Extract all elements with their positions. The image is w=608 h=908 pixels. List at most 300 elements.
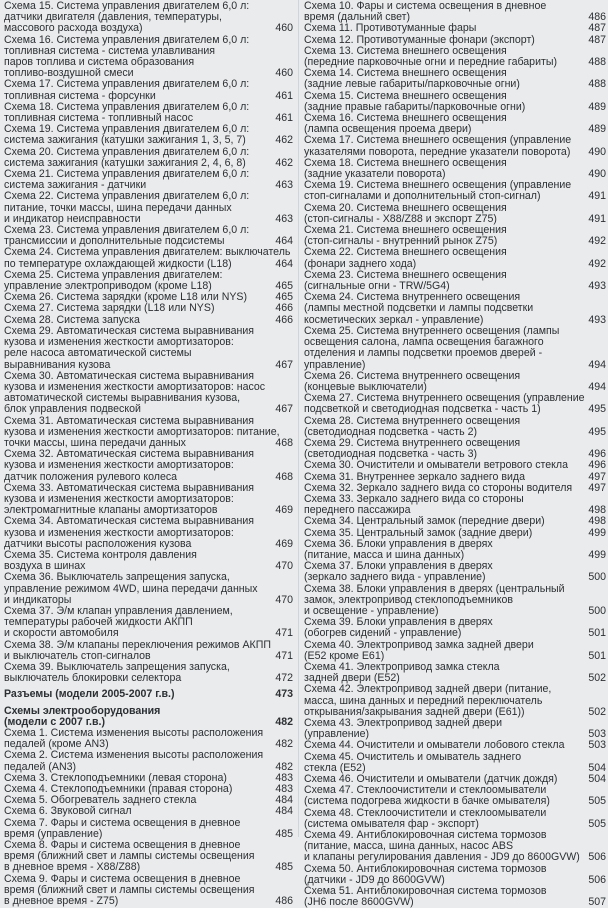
page-number: 471: [275, 649, 293, 662]
entry-text-line: кузова и изменения жесткости амортизаторов:: [4, 337, 234, 349]
entry-text-line: Схема 24. Система внутреннего освещения: [304, 292, 521, 304]
contents-entry: [4, 225, 293, 247]
entry-text-line: Схема 23. Система внешнего освещения: [304, 269, 507, 281]
contents-entry: [304, 494, 606, 516]
page-number: 497: [588, 481, 606, 494]
entry-text-line: датчики двигателя (давления, температуры,: [4, 12, 222, 24]
entry-text-line: Схема 37. Э/м клапан управления давлением,: [4, 605, 233, 617]
entry-text-line: (датчики - JD9 до 8600GVW): [304, 874, 445, 886]
page-number: 495: [588, 403, 606, 416]
page-number: 461: [275, 112, 293, 125]
page-number: 473: [275, 688, 293, 701]
entry-text-line: Схема 8. Фары и система освещения в дневное: [4, 840, 241, 852]
entry-text-line: время (дальний свет): [304, 12, 411, 24]
entry-text-line: Схема 19. Система управления двигателем 6,0 л:: [4, 124, 250, 136]
entry-text-line: топливо-воздушной смеси: [4, 68, 134, 80]
page-number: 507: [588, 896, 606, 908]
entry-text-line: Схема 33. Зеркало заднего вида со стороны: [304, 493, 524, 505]
entry-text-line: педалей (кроме AN3): [4, 739, 109, 751]
page-number: 490: [588, 168, 606, 181]
contents-entry: [304, 23, 606, 34]
page-number: 488: [588, 56, 606, 69]
contents-entry: [304, 135, 606, 157]
contents-entry: [4, 750, 293, 772]
page-number: 483: [275, 783, 293, 796]
page-number: 472: [275, 672, 293, 685]
page-number: 470: [275, 560, 293, 573]
entry-text-line: Схема 14. Система внешнего освещения: [304, 68, 507, 80]
entry-text-line: (лампа освещения проема двери): [304, 124, 472, 136]
entry-text-line: Схема 25. Система управления двигателем:: [4, 269, 223, 281]
page-number: 492: [588, 235, 606, 248]
entry-text-line: Схема 40. Электропривод замка задней двери: [304, 639, 534, 651]
entry-text-line: и выключатель стоп-сигналов: [4, 650, 151, 662]
contents-entry: [304, 203, 606, 225]
page-number: 506: [588, 873, 606, 886]
entry-text-line: управление): [304, 359, 366, 371]
entry-text-line: и индикатор неисправности: [4, 213, 141, 225]
entry-text-line: Схема 42. Электропривод задней двери (питание,: [304, 684, 552, 696]
entry-text-line: Схема 21. Система внешнего освещения: [304, 225, 507, 237]
contents-entry: [4, 773, 293, 784]
entry-text-line: Схема 12. Противотуманные фонари (экспорт): [304, 34, 535, 46]
entry-text-line: (фонари заднего хода): [304, 258, 417, 270]
entry-text-line: Схема 45. Очиститель и омыватель заднего: [304, 751, 522, 763]
entry-text-line: Схема 19. Система внешнего освещения (управление: [304, 180, 572, 192]
entry-text-line: кузова и изменения жесткости амортизаторов:: [4, 460, 234, 472]
entry-text-line: Схема 5. Обогреватель заднего стекла: [4, 795, 197, 807]
entry-text-line: (JH6 после 8600GVW): [304, 897, 414, 908]
entry-text-line: питание, точки массы, шина передачи данных: [4, 202, 232, 214]
entry-text-line: время (ближний свет и лампы системы освещения: [4, 851, 255, 863]
entry-text-line: (сигнальные огни - TRW/5G4): [304, 281, 450, 293]
entry-text-line: Схема 23. Система управления двигателем 6,0 л:: [4, 225, 250, 237]
page-number: 483: [275, 771, 293, 784]
entry-text-line: реле насоса автоматической системы: [4, 348, 192, 360]
entry-text-line: Схема 31. Внутреннее зеркало заднего вида: [304, 471, 525, 483]
entry-text-line: (задние левые габариты/парковочные огни): [304, 79, 520, 91]
entry-text-line: (обогрев сидений - управление): [304, 628, 462, 640]
page-number: 485: [275, 861, 293, 874]
section-heading: [4, 706, 293, 728]
page-number: 467: [275, 358, 293, 371]
page-number: 498: [588, 515, 606, 528]
page-number: 462: [275, 156, 293, 169]
entry-text-line: освещения салона, лампа освещения багажного: [304, 337, 544, 349]
entry-text-line: Схема 28. Система внутреннего освещения: [304, 415, 521, 427]
contents-entry: [304, 371, 606, 393]
contents-entry: [304, 68, 606, 90]
entry-text-line: Схема 28. Система запуска: [4, 314, 140, 326]
entry-text-line: Схема 17. Система управления двигателем 6,0 л:: [4, 79, 250, 91]
entry-text-line: Схема 49. Антиблокировочная система тормозов: [304, 830, 547, 842]
page-number: 487: [588, 33, 606, 46]
entry-text-line: блок управления подвеской: [4, 404, 141, 416]
page-number: 482: [275, 760, 293, 773]
entry-text-line: (передние парковочные огни и передние габариты): [304, 57, 557, 69]
contents-entry: [4, 292, 293, 303]
contents-entry: [304, 640, 606, 662]
page-number: 465: [275, 280, 293, 293]
section-heading: [4, 689, 293, 700]
contents-entry: [4, 35, 293, 80]
page-number: 465: [275, 291, 293, 304]
entry-text-line: (питание, масса и шина данных): [304, 549, 465, 561]
entry-text-line: система зажигания (катушки зажигания 1, 3, 5, 7): [4, 135, 246, 147]
entry-text-line: Схема 9. Фары и система освещения в дневное: [4, 873, 241, 885]
entry-text-line: замок, электропривод стеклоподъемников: [304, 594, 513, 606]
entry-text-line: Схема 34. Центральный замок (передние двери): [304, 516, 545, 528]
entry-text-line: Схема 30. Автоматическая система выравнивания: [4, 370, 255, 382]
contents-entry: [304, 247, 606, 269]
entry-text-line: кузова и изменения жесткости амортизаторов: насос: [4, 381, 266, 393]
entry-text-line: по температуре охлаждающей жидкости (L18): [4, 258, 232, 270]
page-number: 502: [588, 672, 606, 685]
entry-text-line: (система омывателя фар - экспорт): [304, 818, 479, 830]
page-number: 486: [588, 11, 606, 24]
contents-entry: [4, 1, 293, 35]
entry-text-line: кузова и изменения жесткости амортизаторов:: [4, 493, 234, 505]
page-number: 502: [588, 705, 606, 718]
entry-text-line: Схема 50. Антиблокировочная система тормозов: [304, 863, 547, 875]
contents-column-right: [304, 1, 606, 908]
entry-text-line: открывания/закрывания задней двери (E61)): [304, 706, 525, 718]
page-number: 503: [588, 728, 606, 741]
entry-text-line: Схема 47. Стеклоочистители и стеклоомыватели: [304, 785, 547, 797]
entry-text-line: отделения и лампы подсветки проемов дверей -: [304, 348, 543, 360]
entry-text-line: Схема 44. Очистители и омыватели лобового стекла: [304, 740, 565, 752]
entry-text-line: (E52 кроме E61): [304, 650, 385, 662]
contents-entry: [304, 483, 606, 494]
page-number: 497: [588, 470, 606, 483]
contents-entry: [304, 617, 606, 639]
page-number: 482: [275, 715, 293, 728]
entry-text-line: время (управление): [4, 828, 103, 840]
contents-entry: [4, 449, 293, 483]
entry-text-line: массового расхода воздуха): [4, 23, 143, 35]
page-number: 468: [275, 436, 293, 449]
entry-text-line: выключатель блокировки селектора: [4, 673, 182, 685]
entry-text-line: и скорости автомобиля: [4, 628, 119, 640]
entry-text-line: указателями поворота, передние указатели поворота): [304, 146, 571, 158]
contents-entry: [304, 752, 606, 774]
contents-entry: [304, 438, 606, 460]
entry-text-line: задней двери (E52): [304, 673, 400, 685]
page-number: 490: [588, 145, 606, 158]
entry-text-line: Схема 46. Очистители и омыватели (датчик дождя): [304, 774, 558, 786]
contents-entry: [4, 483, 293, 517]
contents-column-left: [4, 1, 293, 908]
contents-entry: [304, 292, 606, 326]
entry-text-line: Схема 22. Система внешнего освещения: [304, 247, 507, 259]
contents-entry: [304, 740, 606, 751]
page-number: 501: [588, 649, 606, 662]
contents-entry: [304, 225, 606, 247]
page-number: 500: [588, 604, 606, 617]
page-number: 492: [588, 257, 606, 270]
page-number: 491: [588, 190, 606, 203]
entry-text-line: Схема 41. Электропривод замка стекла: [304, 661, 500, 673]
entry-text-line: Схема 34. Автоматическая система выравнивания: [4, 516, 255, 528]
page-number: 485: [275, 827, 293, 840]
entry-text-line: Схема 20. Система управления двигателем 6,0 л:: [4, 146, 250, 158]
contents-entry: [4, 806, 293, 817]
page-number: 496: [588, 448, 606, 461]
entry-text-line: (лампы местной подсветки и лампы подсветки: [304, 303, 534, 315]
contents-entry: [304, 528, 606, 539]
contents-entry: [304, 830, 606, 864]
contents-entry: [4, 315, 293, 326]
entry-text-line: Схема 22. Система управления двигателем 6,0 л:: [4, 191, 250, 203]
entry-text-line: (задние указатели поворота): [304, 169, 446, 181]
page-number: 505: [588, 817, 606, 830]
entry-text-line: и индикаторы: [4, 594, 72, 606]
entry-text-line: управление электроприводом (кроме L18): [4, 281, 212, 293]
contents-entry: [4, 79, 293, 101]
entry-text-line: педалей (AN3): [4, 761, 77, 773]
page-number: 466: [275, 302, 293, 315]
contents-entry: [304, 460, 606, 471]
entry-text-line: стекла (E52): [304, 762, 366, 774]
entry-text-line: Схема 39. Выключатель запрещения запуска,: [4, 661, 230, 673]
page-number: 464: [275, 257, 293, 270]
entry-text-line: Схема 27. Система внутреннего освещения (управление: [304, 393, 585, 405]
entry-text-line: кузова и изменения жесткости амортизаторов:: [4, 527, 234, 539]
entry-text-line: Схема 36. Блоки управления в дверях: [304, 538, 493, 550]
contents-entry: [4, 795, 293, 806]
contents-entry: [4, 606, 293, 640]
page-number: 464: [275, 235, 293, 248]
entry-text-line: трансмиссии и дополнительные подсистемы: [4, 236, 225, 248]
page-number: 493: [588, 313, 606, 326]
contents-entry: [4, 550, 293, 572]
contents-entry: [4, 640, 293, 662]
page-number: 461: [275, 89, 293, 102]
entry-text-line: подсветкой и светодиодная подсветка - часть 1): [304, 404, 541, 416]
contents-entry: [304, 662, 606, 684]
entry-text-line: Схема 29. Автоматическая система выравнивания: [4, 325, 255, 337]
contents-entry: [304, 270, 606, 292]
entry-text-line: Схема 48. Стеклоочистители и стеклоомыватели: [304, 807, 547, 819]
entry-text-line: (светодиодная подсветка - часть 2): [304, 426, 478, 438]
contents-entry: [304, 416, 606, 438]
contents-entry: [304, 539, 606, 561]
entry-text-line: Схема 15. Система внешнего освещения: [304, 90, 507, 102]
entry-text-line: в дневное время - Z75): [4, 896, 119, 908]
contents-entry: [304, 46, 606, 68]
entry-text-line: паров топлива и система образования: [4, 57, 195, 69]
contents-entry: [304, 158, 606, 180]
entry-text-line: топливная система - топливный насос: [4, 113, 193, 125]
contents-entry: [4, 416, 293, 450]
page-number: 498: [588, 504, 606, 517]
entry-text-line: Схема 25. Система внутреннего освещения (лампы: [304, 325, 560, 337]
entry-text-line: Схема 32. Зеркало заднего вида со стороны водителя: [304, 482, 573, 494]
page-number: 469: [275, 504, 293, 517]
entry-text-line: Разъемы (модели 2005-2007 г.в.): [4, 689, 175, 701]
page-number: 493: [588, 280, 606, 293]
page-number: 487: [588, 22, 606, 35]
entry-text-line: электромагнитные клапаны амортизаторов: [4, 505, 218, 517]
entry-text-line: Схема 2. Система изменения высоты расположения: [4, 750, 264, 762]
contents-entry: [304, 808, 606, 830]
entry-text-line: время (ближний свет и лампы системы освещения: [4, 884, 255, 896]
page-number: 496: [588, 459, 606, 472]
contents-entry: [4, 662, 293, 684]
entry-text-line: стоп-сигналами и дополнительный стоп-сигнал): [304, 191, 541, 203]
page-number: 494: [588, 380, 606, 393]
page-number: 489: [588, 100, 606, 113]
entry-text-line: Схема 35. Система контроля давления: [4, 549, 197, 561]
entry-text-line: Схема 16. Система управления двигателем 6,0 л:: [4, 34, 250, 46]
entry-text-line: Схема 38. Блоки управления в дверях (центральный: [304, 583, 565, 595]
contents-entry: [4, 102, 293, 124]
entry-text-line: Схема 4. Стеклоподъемники (правая сторона): [4, 784, 233, 796]
entry-text-line: Схема 10. Фары и система освещения в дневное: [304, 1, 547, 12]
entry-text-line: в дневное время - X88/Z88): [4, 862, 141, 874]
page-number: 499: [588, 548, 606, 561]
entry-text-line: точки массы, шина передачи данных: [4, 437, 186, 449]
contents-entry: [4, 124, 293, 146]
entry-text-line: Схема 17. Система внешнего освещения (управление: [304, 135, 572, 147]
contents-entry: [304, 326, 606, 371]
page-number: 494: [588, 358, 606, 371]
entry-text-line: Схема 39. Блоки управления в дверях: [304, 617, 493, 629]
entry-text-line: переднего пассажира: [304, 505, 411, 517]
contents-entry: [4, 784, 293, 795]
contents-entry: [304, 113, 606, 135]
contents-entry: [304, 516, 606, 527]
entry-text-line: Схема 3. Стеклоподъемники (левая сторона): [4, 772, 227, 784]
contents-entry: [304, 561, 606, 583]
entry-text-line: и клапаны регулирования давления - JD9 до 8600GVW): [304, 852, 580, 864]
entry-text-line: Схема 36. Выключатель запрещения запуска,: [4, 572, 230, 584]
entry-text-line: (стоп-сигналы - внутренний рынок Z75): [304, 236, 498, 248]
contents-entry: [4, 840, 293, 874]
page-number: 500: [588, 571, 606, 584]
entry-text-line: Схема 51. Антиблокировочная система тормозов: [304, 886, 547, 898]
page-number: 499: [588, 526, 606, 539]
page-number: 463: [275, 212, 293, 225]
entry-text-line: Схема 15. Система управления двигателем 6,0 л:: [4, 1, 250, 12]
page-number: 489: [588, 123, 606, 136]
contents-entry: [304, 785, 606, 807]
entry-text-line: косметических зеркал - управление): [304, 314, 484, 326]
page-number: 468: [275, 470, 293, 483]
entry-text-line: температуры рабочей жидкости АКПП: [4, 617, 193, 629]
contents-entry: [4, 303, 293, 314]
contents-entry: [304, 35, 606, 46]
page-number: 484: [275, 805, 293, 818]
entry-text-line: Схема 38. Э/м клапаны переключения режимов АКПП: [4, 639, 271, 651]
entry-text-line: Схема 21. Система управления двигателем 6,0 л:: [4, 169, 250, 181]
entry-text-line: Схема 1. Система изменения высоты расположения: [4, 728, 264, 739]
entry-text-line: Схема 31. Автоматическая система выравнивания: [4, 415, 255, 427]
page-number: 467: [275, 403, 293, 416]
contents-entry: [304, 472, 606, 483]
page-number: 504: [588, 773, 606, 786]
page-number: 506: [588, 851, 606, 864]
entry-text-line: Схема 43. Электропривод задней двери: [304, 718, 502, 729]
entry-text-line: (стоп-сигналы - X88/Z88 и экспорт Z75): [304, 213, 497, 225]
entry-text-line: Схема 26. Система внутреннего освещения: [304, 370, 521, 382]
page-number: 466: [275, 313, 293, 326]
contents-entry: [304, 864, 606, 886]
contents-entry: [4, 874, 293, 908]
entry-text-line: Схема 35. Центральный замок (задние двери): [304, 527, 533, 539]
page-number: 462: [275, 134, 293, 147]
entry-text-line: (задние правые габариты/парковочные огни): [304, 101, 526, 113]
contents-entry: [4, 169, 293, 191]
contents-entry: [304, 886, 606, 908]
entry-text-line: Схемы электрооборудования: [4, 705, 161, 717]
entry-text-line: (система подогрева жидкости в бачке омывателя): [304, 796, 550, 808]
contents-entry: [4, 191, 293, 225]
contents-entry: [304, 684, 606, 718]
page-number: 460: [275, 22, 293, 35]
page-number: 504: [588, 761, 606, 774]
page-number: 470: [275, 593, 293, 606]
entry-text-line: автоматической системы выравнивания кузова,: [4, 393, 241, 405]
page-number: 484: [275, 794, 293, 807]
entry-text-line: (модели с 2007 г.в.): [4, 716, 105, 728]
entry-text-line: система зажигания - датчики: [4, 180, 147, 192]
page-number: 471: [275, 627, 293, 640]
entry-text-line: Схема 33. Автоматическая система выравнивания: [4, 482, 255, 494]
page-number: 460: [275, 67, 293, 80]
contents-entry: [4, 728, 293, 750]
page-number: 463: [275, 179, 293, 192]
entry-text-line: воздуха в шинах: [4, 561, 86, 573]
entry-text-line: Схема 13. Система внешнего освещения: [304, 45, 507, 57]
contents-entry: [4, 516, 293, 550]
page-number: 482: [275, 738, 293, 751]
contents-entry: [304, 584, 606, 618]
entry-text-line: Схема 7. Фары и система освещения в дневное: [4, 817, 241, 829]
entry-text-line: Схема 20. Система внешнего освещения: [304, 202, 507, 214]
entry-text-line: Схема 27. Система зарядки (L18 или NYS): [4, 303, 215, 315]
page-number: 505: [588, 795, 606, 808]
page-number: 501: [588, 627, 606, 640]
page-number: 491: [588, 212, 606, 225]
contents-entry: [304, 774, 606, 785]
column-divider: [298, 0, 299, 837]
entry-text-line: Схема 24. Система управления двигателем: выключатель: [4, 247, 291, 259]
entry-text-line: Схема 18. Система управления двигателем 6,0 л:: [4, 101, 250, 113]
entry-text-line: (зеркало заднего вида - управление): [304, 572, 486, 584]
contents-entry: [304, 1, 606, 23]
entry-text-line: Схема 30. Очистители и омыватели ветрового стекла: [304, 460, 568, 472]
entry-text-line: масса, шина данных и передний переключатель: [304, 695, 543, 707]
entry-text-line: (светодиодная подсветка - часть 3): [304, 449, 478, 461]
entry-text-line: датчики высоты расположения кузова: [4, 538, 192, 550]
contents-entry: [4, 147, 293, 169]
entry-text-line: (концевые выключатели): [304, 381, 427, 393]
entry-text-line: кузова и изменения жесткости амортизаторов: питание,: [4, 426, 280, 438]
page-number: 495: [588, 425, 606, 438]
entry-text-line: система зажигания (катушки зажигания 2, 4, 6, 8): [4, 157, 246, 169]
contents-entry: [4, 270, 293, 292]
contents-entry: [304, 718, 606, 740]
contents-entry: [4, 247, 293, 269]
entry-text-line: управление режимом 4WD, шина передачи данных: [4, 583, 258, 595]
entry-text-line: Схема 11. Противотуманные фары: [304, 23, 477, 35]
entry-text-line: выравнивания кузова: [4, 359, 111, 371]
entry-text-line: Схема 37. Блоки управления в дверях: [304, 561, 493, 573]
page-number: 503: [588, 739, 606, 752]
entry-text-line: и освещение - управление): [304, 605, 439, 617]
entry-text-line: Схема 18. Система внешнего освещения: [304, 157, 507, 169]
